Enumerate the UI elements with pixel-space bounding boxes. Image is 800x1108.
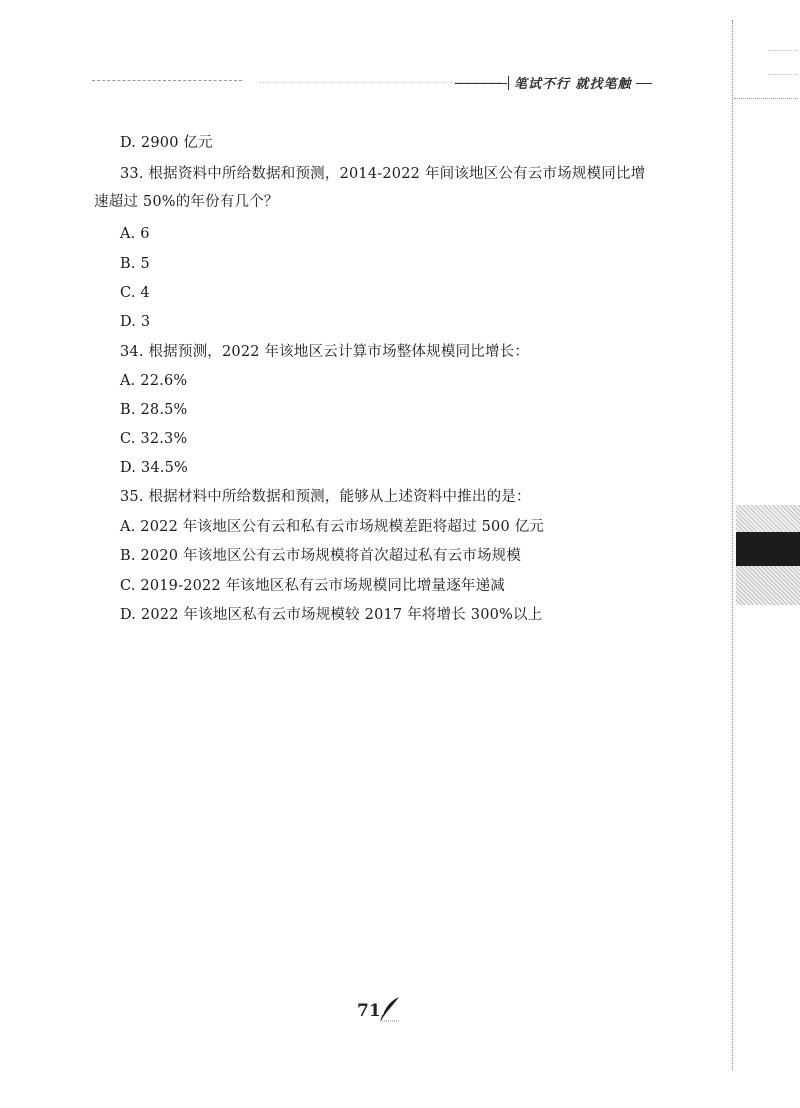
question-33-option-a: A. 6 bbox=[120, 226, 150, 242]
header-rule-end bbox=[636, 83, 652, 84]
question-33-option-b: B. 5 bbox=[120, 256, 150, 272]
header-rule-left bbox=[92, 80, 242, 81]
question-35-option-c: C. 2019-2022 年该地区私有云市场规模同比增量逐年递减 bbox=[120, 578, 506, 594]
prev-question-option-d: D. 2900 亿元 bbox=[120, 135, 213, 151]
page-binding-edge bbox=[728, 0, 800, 1108]
header-slogan: 笔试不行 就找笔触 bbox=[514, 77, 632, 92]
quill-icon bbox=[378, 996, 402, 1022]
question-35-option-b: B. 2020 年该地区公有云市场规模将首次超过私有云市场规模 bbox=[120, 548, 522, 564]
question-34-option-c: C. 32.3% bbox=[120, 431, 188, 447]
question-34-option-d: D. 34.5% bbox=[120, 460, 188, 476]
page-number: 71 bbox=[357, 1001, 381, 1021]
header-rule-right bbox=[455, 83, 507, 84]
question-33-stem-line-2: 速超过 50%的年份有几个？ bbox=[94, 194, 279, 210]
question-33-stem-line-1: 33. 根据资料中所给数据和预测，2014-2022 年间该地区公有云市场规模同比增 bbox=[120, 166, 646, 182]
binding-rule bbox=[768, 74, 798, 75]
binding-rule bbox=[734, 98, 798, 99]
thumb-index-tab-band bbox=[736, 532, 800, 566]
question-34-option-a: A. 22.6% bbox=[120, 373, 188, 389]
header-divider bbox=[508, 76, 509, 90]
binding-edge-line bbox=[732, 20, 733, 1070]
question-35-option-a: A. 2022 年该地区公有云和私有云市场规模差距将超过 500 亿元 bbox=[120, 519, 545, 535]
question-33-option-c: C. 4 bbox=[120, 285, 150, 301]
binding-rule bbox=[768, 50, 798, 51]
question-34-option-b: B. 28.5% bbox=[120, 402, 188, 418]
question-35-stem: 35. 根据材料中所给数据和预测，能够从上述资料中推出的是： bbox=[120, 489, 531, 505]
question-34-stem: 34. 根据预测，2022 年该地区云计算市场整体规模同比增长： bbox=[120, 344, 530, 360]
question-35-option-d: D. 2022 年该地区私有云市场规模较 2017 年将增长 300%以上 bbox=[120, 607, 543, 623]
question-33-option-d: D. 3 bbox=[120, 314, 151, 330]
